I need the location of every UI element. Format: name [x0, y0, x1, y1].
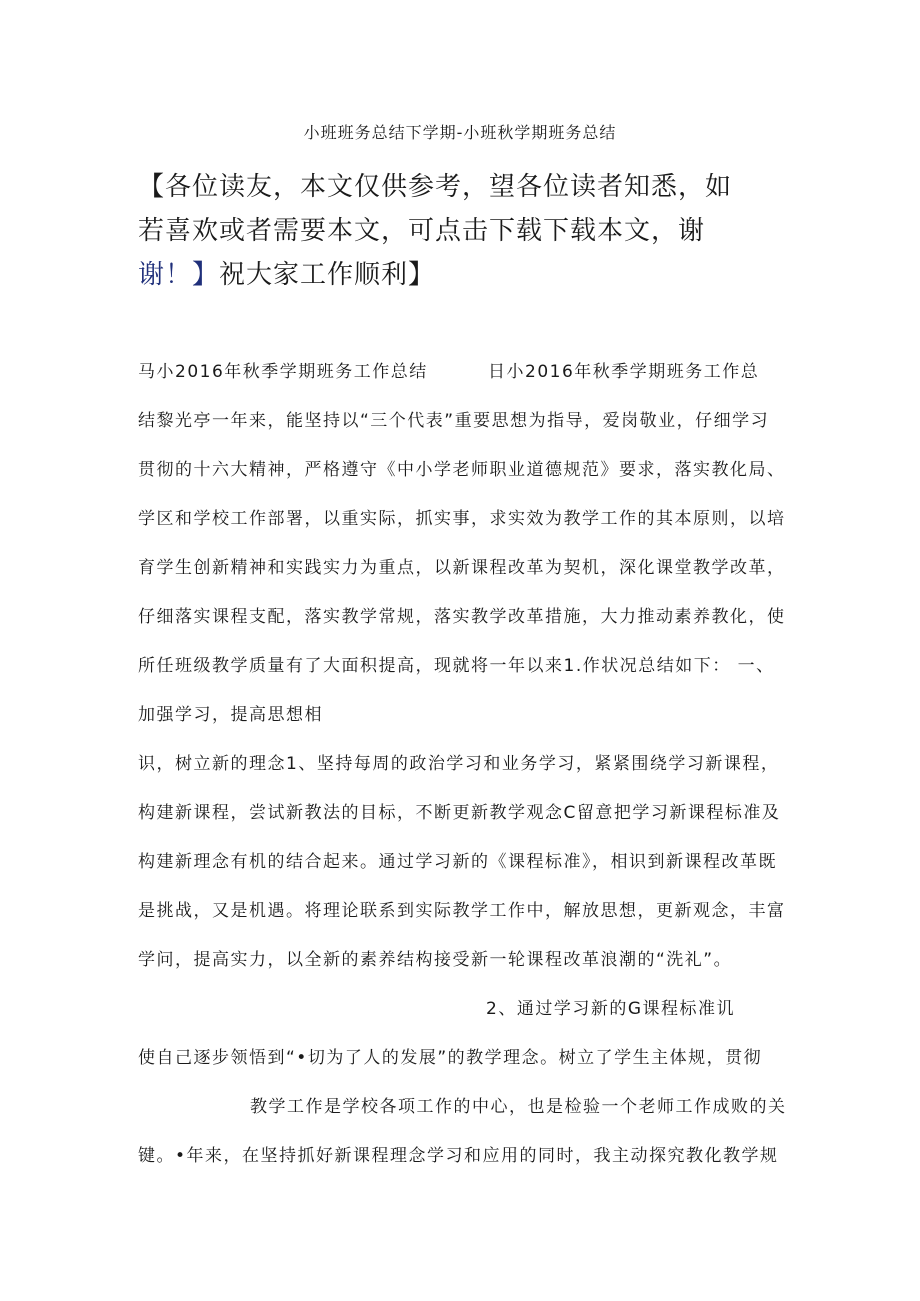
heading-left: 马小2016年秋季学期班务工作总结 — [138, 362, 428, 382]
body-line: 是挑战，又是机遇。将理论联系到实际教学工作中，解放思想，更新观念，丰富 — [138, 901, 786, 921]
body-line: 识，树立新的理念1、坚持每周的政治学习和业务学习，紧紧围绕学习新课程， — [138, 754, 780, 774]
body-line: 构建新理念有机的结合起来。通过学习新的《课程标准》，相识到新课程改革既 — [138, 852, 777, 872]
body-line: 使自己逐步领悟到“•切为了人的发展”的教学理念。树立了学生主体规，贯彻 — [138, 1048, 763, 1068]
download-notice — [138, 165, 778, 297]
heading-right: 日小2016年秋季学期班务工作总 — [488, 362, 760, 382]
notice-line-1: 【各位读友，本文仅供参考，望各位读者知悉，如 — [138, 172, 733, 202]
body-line: 教学工作是学校各项工作的中心，也是检验一个老师工作成败的关 — [250, 1097, 787, 1117]
notice-line-2: 若喜欢或者需要本文，可点击下载下载本文，谢 — [138, 216, 706, 246]
body-line: 仔细落实课程支配，落实教学常规，落实教学改革措施，大力推动素养教化，使 — [138, 607, 786, 627]
notice-thanks-link[interactable]: 谢！】 — [138, 260, 220, 290]
body-line: 结黎光亭一年来，能坚持以“三个代表”重要思想为指导，爱岗敬业，仔细学习 — [138, 411, 770, 431]
body-line: 2、通过学习新的G课程标准讥 — [486, 999, 735, 1019]
body-line: 育学生创新精神和实践实力为重点，以新课程改革为契机，深化课堂教学改革， — [138, 558, 786, 578]
body-line: 构建新课程，尝试新教法的目标，不断更新教学观念C留意把学习新课程标准及 — [138, 803, 781, 823]
body-line: 键。•年来，在坚持抓好新课程理念学习和应用的同时，我主动探究教化教学规 — [138, 1146, 779, 1166]
body-line: 学区和学校工作部署，以重实际，抓实事，求实效为教学工作的其本原则，以培 — [138, 509, 786, 529]
body-line: 所任班级教学质量有了大面积提高，现就将一年以来1.作状况总结如下： 一、 — [138, 656, 775, 676]
body-line: 加强学习，提高思想相 — [138, 705, 323, 725]
notice-line-3 — [138, 253, 778, 297]
document-title: 小班班务总结下学期-小班秋学期班务总结 — [303, 123, 617, 142]
notice-closing: 祝大家工作顺利】 — [219, 260, 436, 290]
body-line: 贯彻的十六大精神，严格遵守《中小学老师职业道德规范》要求，落实教化局、 — [138, 460, 786, 480]
body-line: 学问，提高实力，以全新的素养结构接受新一轮课程改革浪潮的“洗礼”。 — [138, 950, 733, 970]
